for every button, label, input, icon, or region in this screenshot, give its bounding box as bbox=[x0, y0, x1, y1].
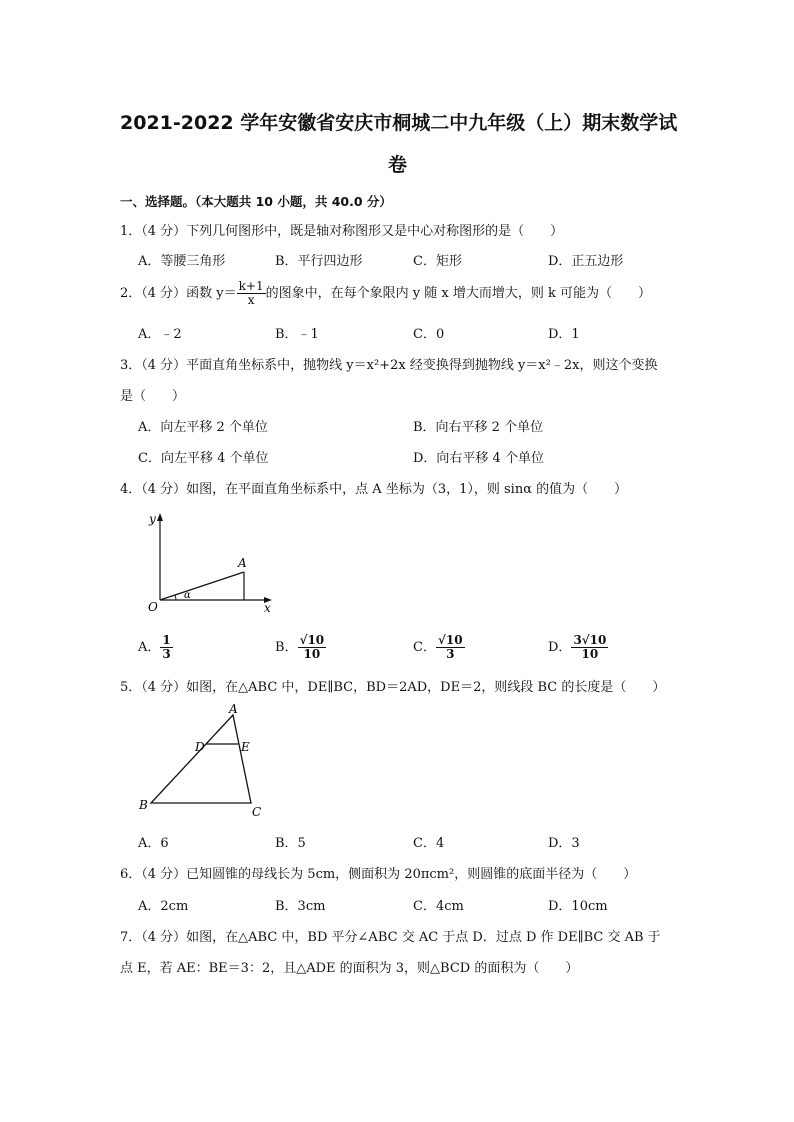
q4-a-num: 1 bbox=[162, 633, 171, 647]
question-7-stem-line2: 点 E，若 AE：BE＝3：2，且△ADE 的面积为 3，则△BCD 的面积为（ ） bbox=[120, 961, 579, 976]
q4-angle-arc bbox=[175, 595, 176, 600]
q5-label-d: D bbox=[195, 740, 205, 754]
q3-option-c: C．向左平移 4 个单位 bbox=[138, 451, 269, 466]
q4-y-arrow bbox=[157, 513, 163, 521]
question-7-stem-line1: 7．（4 分）如图，在△ABC 中，BD 平分∠ABC 交 AC 于点 D．过点 D 作 DE∥BC 交 AB 于 bbox=[120, 930, 661, 945]
q2-option-c: C．0 bbox=[413, 327, 445, 342]
q2-fraction bbox=[237, 280, 266, 307]
q4-option-d-fraction bbox=[571, 634, 608, 661]
q4-b-num: √10 bbox=[299, 633, 325, 647]
q4-option-c-label: C． bbox=[413, 640, 436, 655]
q4-a-den: 3 bbox=[162, 647, 171, 661]
q4-c-num: √10 bbox=[437, 633, 463, 647]
q2-option-d: D．1 bbox=[548, 327, 580, 342]
q4-coordinate-figure bbox=[140, 505, 280, 615]
q2-stem-post: 的图象中，在每个象限内 y 随 x 增大而增大，则 k 可能为（ ） bbox=[265, 286, 651, 301]
question-1-stem: 1．（4 分）下列几何图形中，既是轴对称图形又是中心对称图形的是（ ） bbox=[120, 224, 564, 239]
q2-option-b: B．﹣1 bbox=[275, 327, 319, 342]
q2-stem-pre: 2．（4 分）函数 y＝ bbox=[120, 286, 237, 301]
q5-option-c: C．4 bbox=[413, 836, 445, 851]
question-3-stem-line2: 是（ ） bbox=[120, 389, 186, 404]
q1-option-d: D．正五边形 bbox=[548, 254, 624, 269]
q1-option-b: B．平行四边形 bbox=[275, 254, 363, 269]
q5-option-a: A．6 bbox=[138, 836, 169, 851]
q5-triangle-abc bbox=[151, 715, 251, 803]
q3-option-a: A．向左平移 2 个单位 bbox=[138, 420, 268, 435]
q4-option-d bbox=[548, 634, 608, 661]
q4-point-a-label: A bbox=[238, 556, 247, 570]
q4-option-c bbox=[413, 634, 465, 661]
q5-option-b: B．5 bbox=[275, 836, 306, 851]
q4-origin-label: O bbox=[148, 600, 158, 614]
question-6-stem: 6．（4 分）已知圆锥的母线长为 5cm，侧面积为 20πcm²，则圆锥的底面半径为（ ） bbox=[120, 867, 637, 882]
q4-option-d-label: D． bbox=[548, 640, 572, 655]
q6-option-a: A．2cm bbox=[138, 899, 189, 914]
q4-option-a-label: A． bbox=[138, 640, 161, 655]
q5-triangle-figure bbox=[135, 703, 275, 823]
q2-fraction-num: k+1 bbox=[238, 279, 264, 293]
q5-label-b: B bbox=[139, 798, 148, 812]
q5-label-a: A bbox=[229, 703, 238, 716]
q4-option-a-fraction bbox=[160, 634, 172, 661]
q6-option-c: C．4cm bbox=[413, 899, 464, 914]
q5-label-c: C bbox=[252, 805, 262, 819]
q6-option-b: B．3cm bbox=[275, 899, 326, 914]
q3-option-b: B．向右平移 2 个单位 bbox=[413, 420, 544, 435]
q4-d-num: 3√10 bbox=[573, 633, 607, 647]
q4-y-label: y bbox=[149, 512, 156, 526]
question-5-stem: 5．（4 分）如图，在△ABC 中，DE∥BC，BD＝2AD，DE＝2，则线段 BC 的长度是（ ） bbox=[120, 680, 666, 695]
q3-option-d: D．向右平移 4 个单位 bbox=[413, 451, 544, 466]
q4-option-c-fraction bbox=[436, 634, 465, 661]
q6-option-d: D．10cm bbox=[548, 899, 608, 914]
q2-option-a: A．﹣2 bbox=[138, 327, 182, 342]
q4-x-label: x bbox=[264, 601, 271, 615]
q1-option-a: A．等腰三角形 bbox=[138, 254, 226, 269]
q5-option-d: D．3 bbox=[548, 836, 580, 851]
q1-option-c: C．矩形 bbox=[413, 254, 462, 269]
q4-b-den: 10 bbox=[303, 647, 321, 661]
q4-option-a bbox=[138, 634, 173, 661]
q4-option-b bbox=[275, 634, 326, 661]
section-heading: 一、选择题。（本大题共 10 小题，共 40.0 分） bbox=[120, 194, 392, 209]
question-2-stem bbox=[120, 280, 651, 307]
q4-option-b-fraction bbox=[298, 634, 327, 661]
q4-segment-oa bbox=[160, 572, 244, 600]
q5-label-e: E bbox=[241, 740, 250, 754]
q4-d-den: 10 bbox=[581, 647, 599, 661]
page-title-continued: 卷 bbox=[388, 154, 408, 176]
q4-option-b-label: B． bbox=[275, 640, 298, 655]
q2-fraction-den: x bbox=[247, 293, 255, 307]
question-4-stem: 4．（4 分）如图，在平面直角坐标系中，点 A 坐标为（3，1），则 sinα 的值为（ ） bbox=[120, 482, 628, 497]
page-title: 2021-2022 学年安徽省安庆市桐城二中九年级（上）期末数学试 bbox=[120, 112, 678, 134]
q4-c-den: 3 bbox=[446, 647, 455, 661]
question-3-stem-line1: 3．（4 分）平面直角坐标系中，抛物线 y＝x²+2x 经变换得到抛物线 y＝x²﹣2x，则这个变换 bbox=[120, 358, 658, 373]
q4-alpha-label: α bbox=[184, 590, 191, 601]
